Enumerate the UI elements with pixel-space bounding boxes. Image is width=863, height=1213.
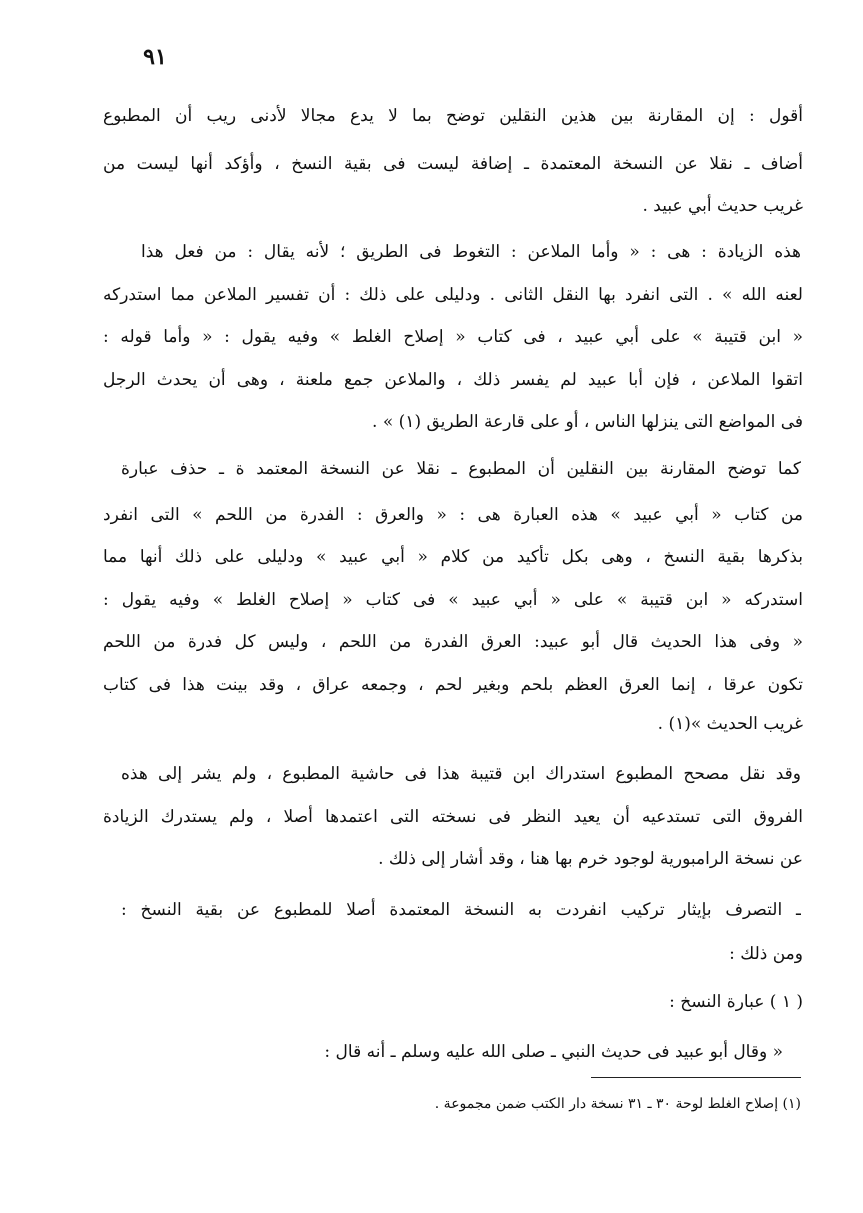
body-line: من كتاب « أبي عبيد » هذه العبارة هى : « والعرق : الفدرة من اللحم » التى انفرد — [103, 505, 803, 525]
body-line: تكون عرقا ، إنما العرق العظم بلحم وبغير لحم ، وجمعه عراق ، وقد بينت هذا فى كتاب — [103, 675, 803, 695]
body-line: بذكرها بقية النسخ ، وهى بكل تأكيد من كلام « أبي عبيد » ودليلى على ذلك أنها مما — [103, 547, 803, 567]
body-line: « وفى هذا الحديث قال أبو عبيد: العرق الفدرة من اللحم ، وليس كل فدرة من اللحم — [103, 632, 803, 652]
body-line: ( ١ ) عبارة النسخ : — [669, 992, 803, 1012]
body-line: اتقوا الملاعن ، فإن أبا عبيد لم يفسر ذلك ، والملاعن جمع ملعنة ، وهى أن يحدث الرجل — [103, 370, 803, 390]
body-line: « ابن قتيبة » على أبي عبيد ، فى كتاب « إصلاح الغلط » وفيه يقول : « وأما قوله : — [103, 327, 803, 347]
body-line: الفروق التى تستدعيه أن يعيد النظر فى نسخته التى اعتمدها أصلا ، ولم يستدرك الزيادة — [103, 807, 803, 827]
body-line: ـ التصرف بإيثار تركيب انفردت به النسخة المعتمدة أصلا للمطبوع عن بقية النسخ : — [121, 900, 801, 920]
footnote-separator — [591, 1077, 801, 1078]
body-line: غريب الحديث »(١) . — [657, 714, 803, 734]
body-line: كما توضح المقارنة بين النقلين أن المطبوع ـ نقلا عن النسخة المعتمد ة ـ حذف عبارة — [121, 459, 801, 479]
body-line: هذه الزيادة : هى : « وأما الملاعن : التغوط فى الطريق ؛ لأنه يقال : من فعل هذا — [141, 242, 801, 262]
body-line: وقد نقل مصحح المطبوع استدراك ابن قتيبة هذا فى حاشية المطبوع ، ولم يشر إلى هذه — [121, 764, 801, 784]
body-line: عن نسخة الرامبورية لوجود خرم بها هنا ، وقد أشار إلى ذلك . — [378, 849, 803, 869]
body-line: فى المواضع التى ينزلها الناس ، أو على قارعة الطريق (١) » . — [372, 412, 803, 432]
body-line: أقول : إن المقارنة بين هذين النقلين توضح بما لا يدع مجالا لأدنى ريب أن المطبوع — [103, 106, 803, 126]
body-line: استدركه « ابن قتيبة » على « أبي عبيد » فى كتاب « إصلاح الغلط » وفيه يقول : — [103, 590, 803, 610]
body-line: « وقال أبو عبيد فى حديث النبي ـ صلى الله عليه وسلم ـ أنه قال : — [324, 1042, 783, 1062]
page-number: ٩١ — [143, 44, 167, 70]
body-line: أضاف ـ نقلا عن النسخة المعتمدة ـ إضافة ليست فى بقية النسخ ، وأؤكد أنها ليست من — [103, 154, 803, 174]
footnote: (١) إصلاح الغلط لوحة ٣٠ ـ ٣١ نسخة دار الكتب ضمن مجموعة . — [434, 1096, 801, 1112]
body-line: غريب حديث أبي عبيد . — [642, 196, 803, 216]
body-line: لعنه الله » . التى انفرد بها النقل الثانى . ودليلى على ذلك : أن تفسير الملاعن مما استدركه — [103, 285, 803, 305]
body-line: ومن ذلك : — [729, 944, 803, 964]
